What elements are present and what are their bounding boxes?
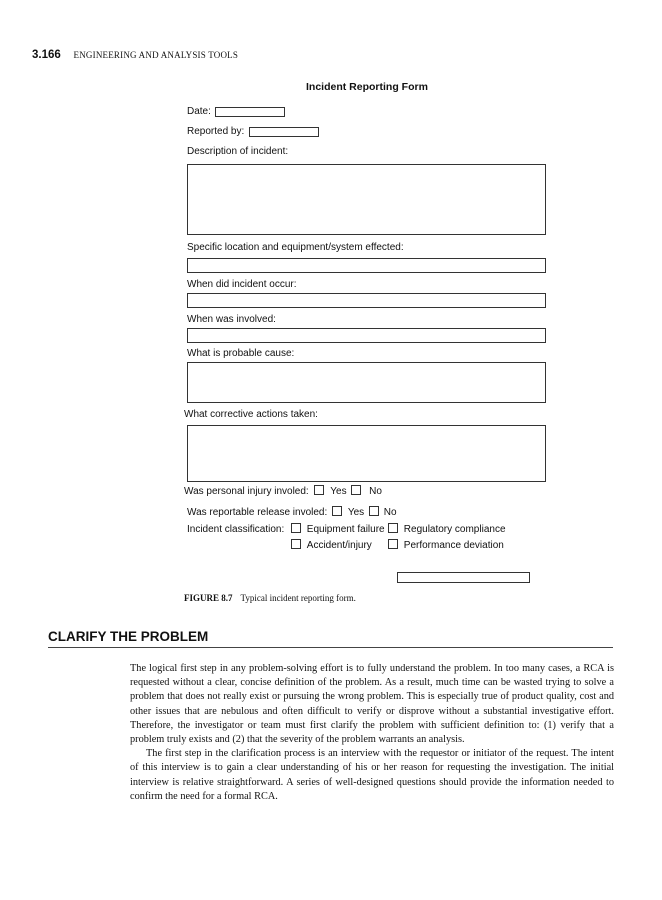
injury-no-label: No [369, 486, 382, 497]
accident-injury-checkbox[interactable] [291, 539, 301, 549]
equipment-failure-label: Equipment failure [306, 524, 385, 535]
when-label: When did incident occur: [187, 279, 297, 290]
figure-caption [184, 593, 356, 603]
actions-field[interactable] [187, 425, 546, 482]
performance-deviation-label: Performance deviation [403, 540, 504, 551]
page-number: 3.166 [32, 49, 61, 61]
date-field[interactable] [215, 107, 285, 117]
signature-field[interactable] [397, 572, 530, 583]
classification-option [291, 523, 385, 535]
accident-injury-label: Accident/injury [306, 540, 372, 551]
injury-label: Was personal injury involed: [184, 486, 309, 497]
release-label: Was reportable release involed: [187, 507, 328, 518]
actions-label: What corrective actions taken: [184, 409, 318, 420]
equipment-failure-checkbox[interactable] [291, 523, 301, 533]
injury-no-checkbox[interactable] [351, 485, 361, 495]
reported-by-label: Reported by: [187, 126, 245, 137]
section-rule [48, 647, 613, 648]
injury-yes-label: Yes [330, 486, 347, 497]
classification-option [291, 539, 372, 551]
paragraph: The first step in the clarification process is an interview with the requestor or initiator of the request. The intent of this interview is to gain a clear understanding of his or her reason for requesting the investigation. The initial interview is relative straightforward. A series of well-designed questions should provide the information needed to confirm the need for a formal RCA. [130, 748, 614, 802]
release-yes-checkbox[interactable] [332, 506, 342, 516]
running-title: ENGINEERING AND ANALYSIS TOOLS [73, 50, 239, 60]
classification-option [388, 523, 506, 535]
figure-caption-text: Typical incident reporting form. [240, 593, 356, 603]
classification-option [388, 539, 504, 551]
reported-by-field[interactable] [249, 127, 319, 137]
cause-label: What is probable cause: [187, 348, 295, 359]
release-no-checkbox[interactable] [369, 506, 379, 516]
when-field[interactable] [187, 293, 546, 308]
injury-row [184, 485, 382, 497]
description-field[interactable] [187, 164, 546, 235]
performance-deviation-checkbox[interactable] [388, 539, 398, 549]
section-heading: CLARIFY THE PROBLEM [48, 629, 209, 644]
injury-yes-checkbox[interactable] [314, 485, 324, 495]
date-label: Date: [187, 106, 211, 117]
release-yes-label: Yes [347, 507, 365, 518]
running-head [32, 49, 238, 61]
description-label: Description of incident: [187, 146, 289, 157]
classification-label: Incident classification: [187, 524, 285, 535]
location-field[interactable] [187, 258, 546, 273]
regulatory-compliance-label: Regulatory compliance [403, 524, 506, 535]
figure-number: FIGURE 8.7 [184, 593, 233, 603]
regulatory-compliance-checkbox[interactable] [388, 523, 398, 533]
who-label: When was involved: [187, 314, 276, 325]
form-title: Incident Reporting Form [306, 81, 428, 93]
who-field[interactable] [187, 328, 546, 343]
release-no-label: No [383, 507, 397, 518]
body-text [130, 662, 614, 804]
location-label: Specific location and equipment/system effected: [187, 242, 404, 253]
paragraph: The logical first step in any problem-solving effort is to fully understand the problem. In too many cases, a RCA is requested without a clear, concise definition of the problem. As a result, much time can be wasted trying to solve a problem that does not really exist or pursuing the wrong problem. This is especially true of product quality, cost and other issues that are nebulous and often difficult to verify or disprove without a substantial investigative effort. Therefore, the investigator or team must first clarify the problem with sufficient definition to: (1) verify that a problem truly exists and (2) that the severity of the problem warrants an analysis. [130, 663, 614, 746]
release-row [187, 506, 397, 518]
cause-field[interactable] [187, 362, 546, 403]
